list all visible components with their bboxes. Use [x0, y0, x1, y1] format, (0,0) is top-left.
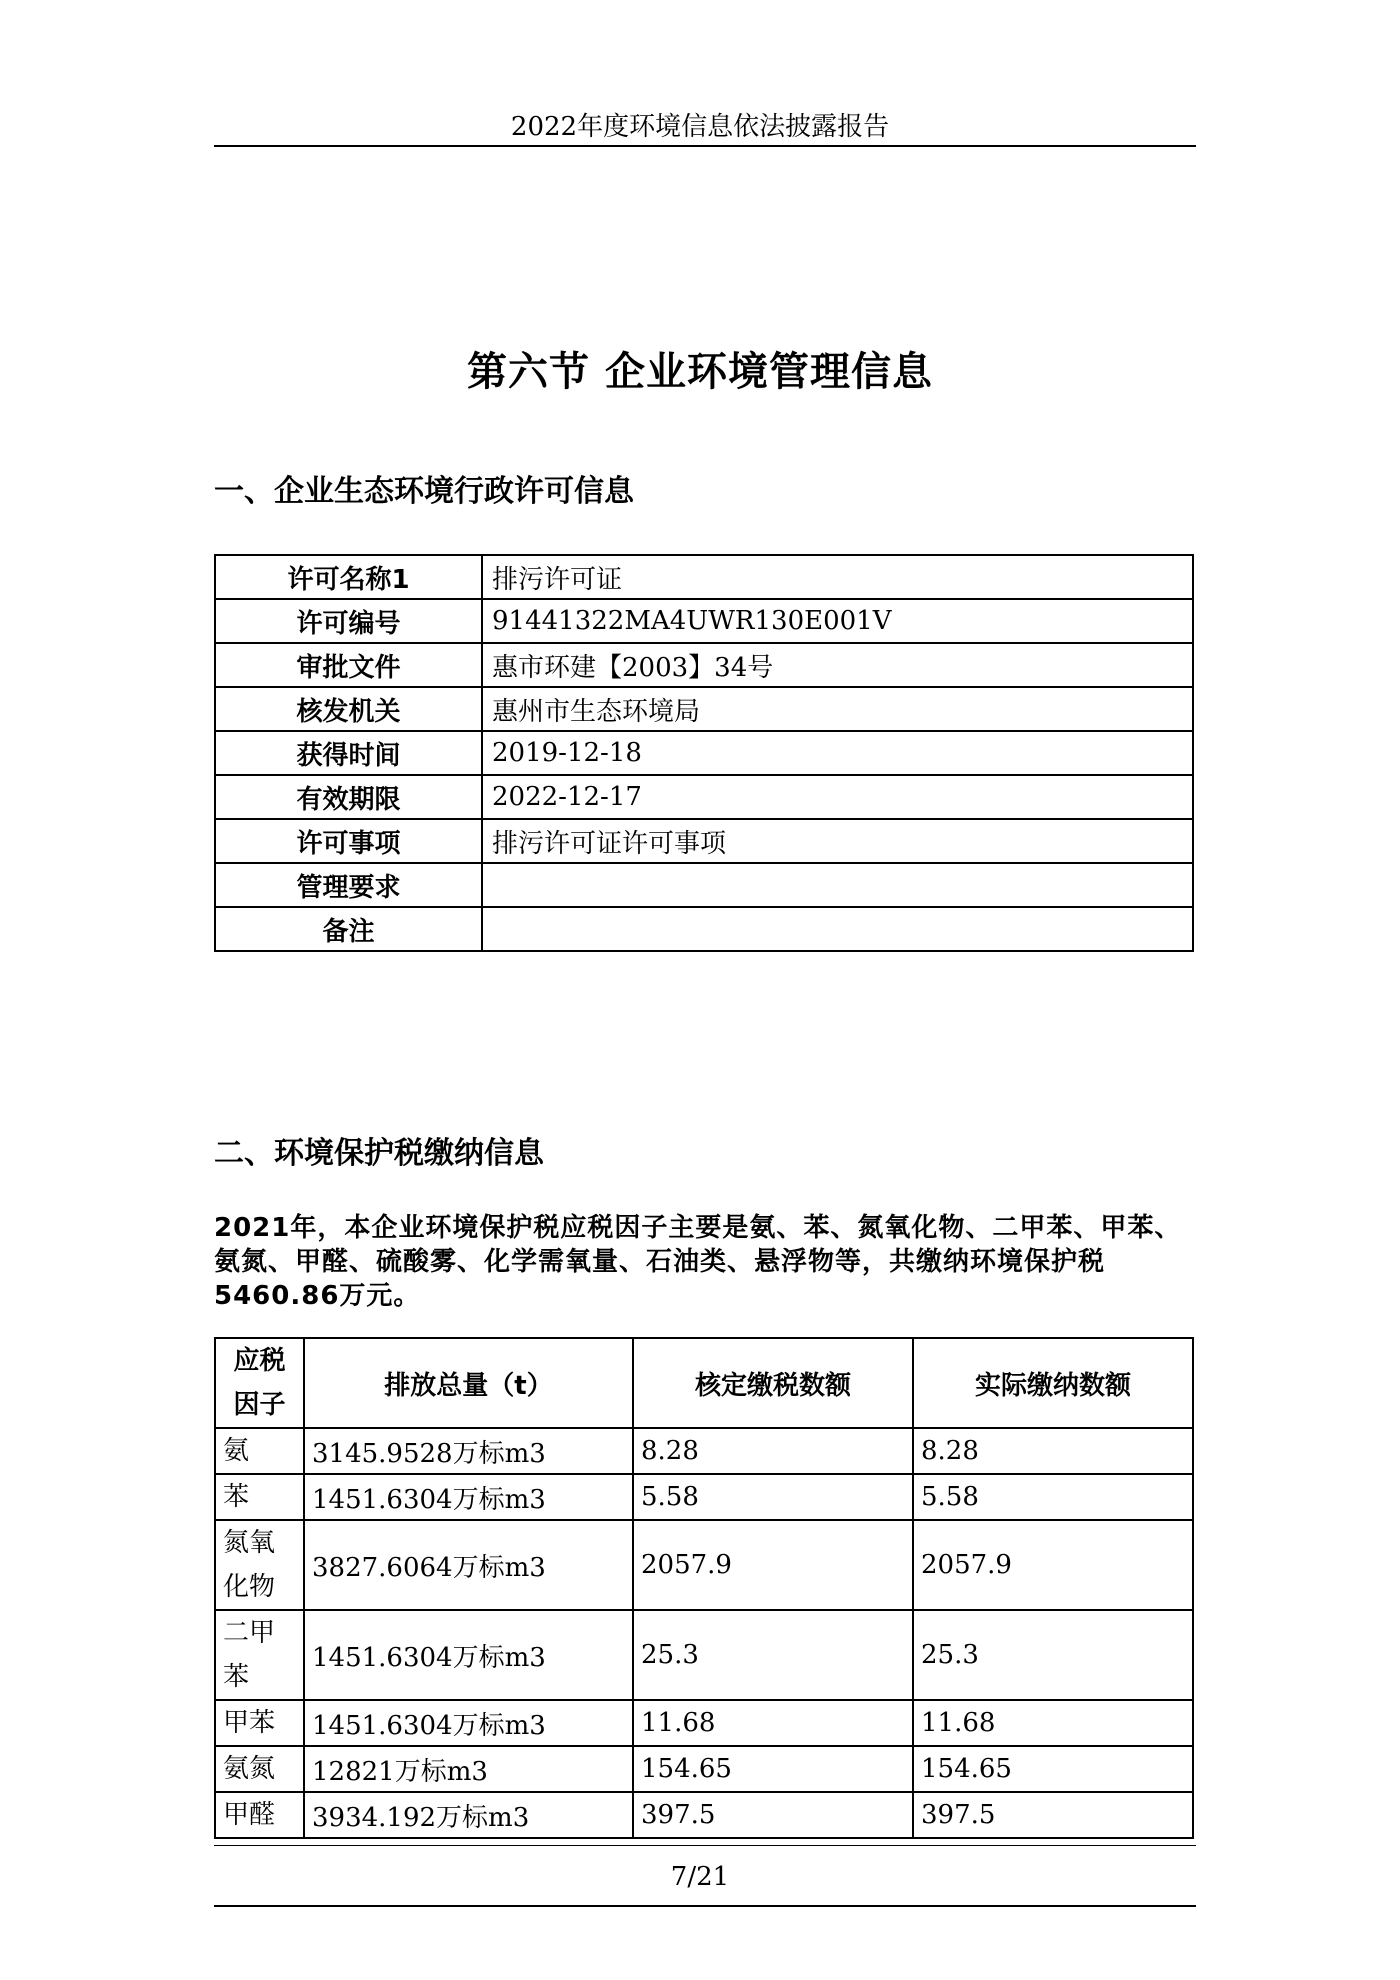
report-title: 2022年度环境信息依法披露报告: [510, 112, 890, 142]
permit-row: [215, 599, 1193, 643]
tax-assessed: 2057.9: [633, 1520, 913, 1610]
tax-emission: 12821万标m3: [304, 1746, 633, 1792]
tax-factor: 甲苯: [215, 1700, 304, 1746]
header-assessed: 核定缴税数额: [633, 1338, 913, 1428]
tax-actual: 397.5: [913, 1792, 1193, 1838]
tax-assessed: 154.65: [633, 1746, 913, 1792]
permit-value: [482, 863, 1193, 907]
permit-label: 审批文件: [215, 643, 482, 687]
header-divider: [214, 145, 1196, 147]
tax-actual: 25.3: [913, 1610, 1193, 1700]
permit-value: [482, 907, 1193, 951]
tax-summary: 2021年，本企业环境保护税应税因子主要是氨、苯、氮氧化物、二甲苯、甲苯、氨氮、甲醛、硫酸雾、化学需氧量、石油类、悬浮物等，共缴纳环境保护税5460.86万元。: [214, 1213, 1182, 1311]
tax-row: [215, 1520, 1193, 1610]
permit-value: 排污许可证许可事项: [482, 819, 1193, 863]
permit-row: [215, 687, 1193, 731]
footer-divider-top: [214, 1845, 1196, 1846]
permit-label: 获得时间: [215, 731, 482, 775]
tax-actual: 5.58: [913, 1474, 1193, 1520]
tax-row: [215, 1474, 1193, 1520]
permit-value: 排污许可证: [482, 555, 1193, 599]
permit-value: 2019-12-18: [482, 731, 1193, 775]
tax-assessed: 25.3: [633, 1610, 913, 1700]
tax-table: [214, 1337, 1194, 1839]
permit-row: [215, 555, 1193, 599]
permit-table: [214, 554, 1194, 952]
permit-row: [215, 775, 1193, 819]
footer-divider-bottom: [214, 1905, 1196, 1907]
permit-label: 许可名称1: [215, 555, 482, 599]
permit-value: 惠州市生态环境局: [482, 687, 1193, 731]
header-emission: 排放总量（t）: [304, 1338, 633, 1428]
tax-factor: 甲醛: [215, 1792, 304, 1838]
permit-row: [215, 907, 1193, 951]
tax-emission: 1451.6304万标m3: [304, 1700, 633, 1746]
tax-row: [215, 1746, 1193, 1792]
permit-label: 许可事项: [215, 819, 482, 863]
permit-row: [215, 731, 1193, 775]
header-factor-line1: 应税: [233, 1346, 286, 1376]
permit-row: [215, 819, 1193, 863]
tax-factor: 氨氮: [215, 1746, 304, 1792]
header-actual: 实际缴纳数额: [913, 1338, 1193, 1428]
tax-factor: 氮氧 化物: [215, 1520, 304, 1610]
tax-assessed: 397.5: [633, 1792, 913, 1838]
tax-assessed: 8.28: [633, 1428, 913, 1474]
header-factor-line2: 因子: [233, 1390, 286, 1420]
tax-factor: 苯: [215, 1474, 304, 1520]
permit-row: [215, 863, 1193, 907]
tax-assessed: 5.58: [633, 1474, 913, 1520]
tax-factor: 二甲 苯: [215, 1610, 304, 1700]
tax-actual: 2057.9: [913, 1520, 1193, 1610]
section-title: 第六节 企业环境管理信息: [467, 349, 933, 395]
permit-label: 许可编号: [215, 599, 482, 643]
tax-heading: 二、环境保护税缴纳信息: [214, 1136, 544, 1171]
permit-value: 2022-12-17: [482, 775, 1193, 819]
tax-row: [215, 1610, 1193, 1700]
permit-label: 备注: [215, 907, 482, 951]
tax-row: [215, 1700, 1193, 1746]
tax-row: [215, 1428, 1193, 1474]
tax-actual: 8.28: [913, 1428, 1193, 1474]
tax-table-body: [215, 1428, 1193, 1838]
tax-emission: 3934.192万标m3: [304, 1792, 633, 1838]
permit-label: 有效期限: [215, 775, 482, 819]
tax-row: [215, 1792, 1193, 1838]
tax-emission: 1451.6304万标m3: [304, 1610, 633, 1700]
header-factor: [215, 1338, 304, 1428]
permit-value: 91441322MA4UWR130E001V: [482, 599, 1193, 643]
permit-label: 管理要求: [215, 863, 482, 907]
tax-table-header-row: [215, 1338, 1193, 1428]
permit-label: 核发机关: [215, 687, 482, 731]
permit-row: [215, 643, 1193, 687]
tax-emission: 1451.6304万标m3: [304, 1474, 633, 1520]
tax-assessed: 11.68: [633, 1700, 913, 1746]
tax-actual: 11.68: [913, 1700, 1193, 1746]
permit-value: 惠市环建【2003】34号: [482, 643, 1193, 687]
tax-emission: 3827.6064万标m3: [304, 1520, 633, 1610]
page-number: 7/21: [670, 1862, 730, 1892]
tax-emission: 3145.9528万标m3: [304, 1428, 633, 1474]
permit-table-body: [215, 555, 1193, 951]
tax-actual: 154.65: [913, 1746, 1193, 1792]
permit-heading: 一、企业生态环境行政许可信息: [214, 474, 634, 509]
tax-factor: 氨: [215, 1428, 304, 1474]
